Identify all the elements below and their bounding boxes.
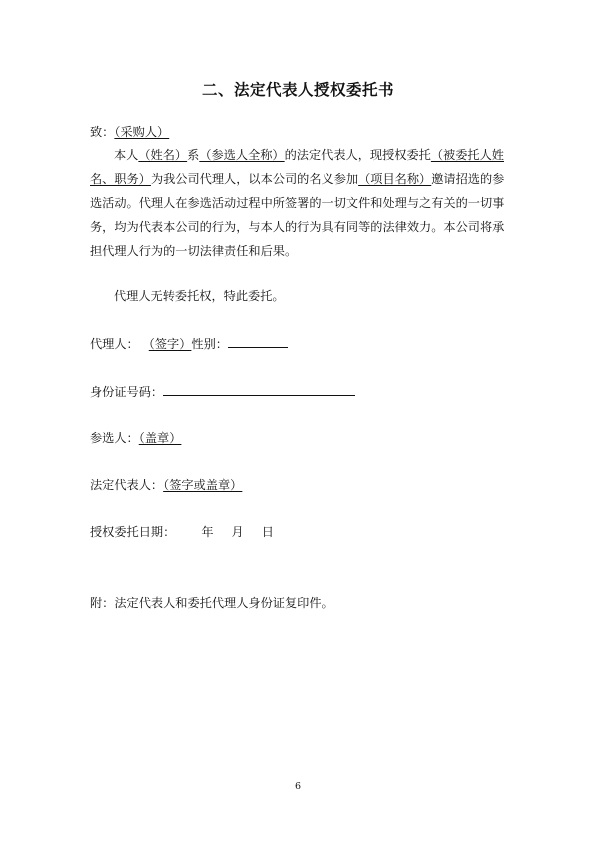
gender-blank: [228, 335, 288, 348]
body-text: 的法定代表人，现授权委托: [284, 148, 431, 162]
addressee-line: [90, 124, 169, 140]
legal-rep-sign-placeholder: （签字或盖章）: [163, 478, 243, 492]
date-year: 年: [201, 525, 214, 539]
date-day: 日: [261, 525, 274, 539]
name-placeholder: （姓名）: [138, 148, 188, 162]
authorization-paragraph: [90, 143, 512, 263]
date-line: [90, 524, 274, 540]
page-number: 6: [294, 781, 302, 792]
body-text: 邀请招选的参选活动。代理人在参选活动过程中所签署的一切文件和处理与之有关的一切事务，均为代表本公司的行为，与本人的行为具有同等的法律效力。本公司将承担代理人行为的一切法律责任和后果。: [90, 172, 505, 258]
participant-seal-placeholder: （盖章）: [138, 431, 182, 445]
agent-line: [90, 335, 288, 352]
legal-rep-line: [90, 477, 248, 493]
attachment-note: 附：法定代表人和委托代理人身份证复印件。: [90, 596, 334, 610]
date-label: 授权委托日期：: [90, 525, 176, 539]
document-title: 二、法定代表人授权委托书: [201, 81, 394, 99]
agent-placeholder: （被委托人姓名、职务）: [90, 148, 504, 186]
body-text: 为我公司代理人，以本公司的名义参加: [150, 172, 359, 186]
company-placeholder: （参选人全称）: [199, 148, 285, 162]
id-number-blank: [163, 383, 355, 396]
purchaser-placeholder: （采购人）: [114, 125, 170, 139]
participant-label: 参选人：: [90, 431, 139, 445]
addressee-prefix: 致：: [90, 125, 115, 139]
id-label: 身份证号码：: [90, 385, 164, 399]
legal-rep-label: 法定代表人：: [90, 478, 164, 492]
id-line: [90, 383, 355, 400]
participant-line: [90, 430, 181, 446]
project-placeholder: （项目名称）: [358, 172, 432, 186]
gender-label: 性别：: [191, 337, 228, 351]
no-subdelegation-text: 代理人无转委托权，特此委托。: [114, 289, 285, 303]
body-text: 本人: [114, 148, 139, 162]
agent-sign-placeholder: （签字）: [148, 337, 192, 351]
agent-label: 代理人：: [90, 337, 139, 351]
body-text: 系: [187, 148, 200, 162]
date-month: 月: [231, 525, 244, 539]
